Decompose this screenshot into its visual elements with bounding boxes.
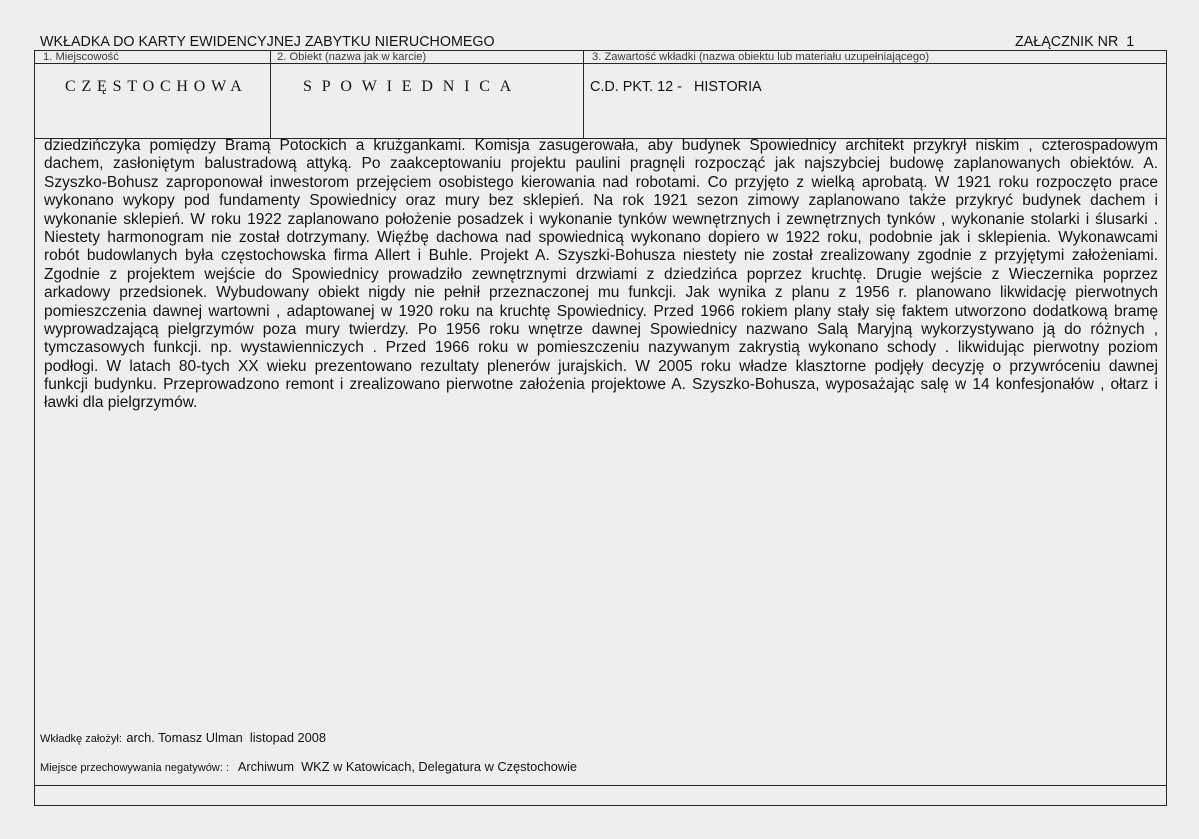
history-line: wykonano wykopy pod fundamenty Spowiednicy oraz mury bez sklepień. Na rok 1921 sezon zimowy zaplanowano także przykryć budynek dachem i (44, 192, 1158, 210)
negatives-value: Archiwum WKZ w Katowicach, Delegatura w Częstochowie (237, 759, 578, 774)
author-row (40, 730, 326, 747)
history-line: podłogi. W latach 80-tych XX wieku prezentowano rezultaty plenerów jurajskich. W 2005 roku władze klasztorne podjęły decyzję o przywróceniu dawnej (44, 357, 1158, 375)
author-value: arch. Tomasz Ulman listopad 2008 (126, 730, 327, 745)
history-line: Zgodnie z projektem wejście do Spowiednicy prowadziło zewnętrznymi drzwiami z dziedzińca poprzez kruchtę. Drugie wejście z Wieczernika poprzez (44, 265, 1158, 283)
form-title: WKŁADKA DO KARTY EWIDENCYJNEJ ZABYTKU NIERUCHOMEGO (40, 34, 495, 50)
history-line: tymczasowych funkcji. np. wystawienniczych . Przed 1966 roku w pomieszczeniu nazywanym zakrystią wykonano schody . likwidując pierwotny poziom (44, 339, 1158, 357)
history-text (44, 137, 1158, 413)
history-line: Niestety harmonogram nie został dotrzymany. Więźbę dachowa nad spowiednicą wykonano dopiero w 1922 roku, podobnie jak i sklepienia. Wykonawcami (44, 228, 1158, 246)
author-label: Wkładkę założył: (40, 733, 122, 745)
history-line: wykonanie sklepień. W roku 1922 zaplanowano położenie posadzek i wykonanie tynków wewnętrznych i zewnętrznych tynków , wykonanie stolarki i ślusarki . (44, 210, 1158, 228)
attachment-number: ZAŁĄCZNIK NR 1 (1015, 34, 1135, 50)
history-line: wyprowadzającą pielgrzymów poza mury twierdzy. Po 1956 roku wnętrze dawnej Spowiednicy nazwano Salą Maryjną wykorzystywano ją do różnych , (44, 320, 1158, 338)
locality-label: 1. Miejscowość (43, 51, 119, 63)
contents-label: 3. Zawartość wkładki (nazwa obiektu lub materiału uzupełniającego) (592, 51, 930, 63)
history-line: funkcji budynku. Przeprowadzono remont i zrealizowano pierwotne założenia projektowe A. Szyszko-Bohusza, wyposażając salę w 14 konfesjonałów , ołtarz i (44, 376, 1158, 394)
history-line: robót budowlanych była częstochowska firma Allert i Buhle. Projekt A. Szyszki-Bohusza niestety nie został zrealizowany zgodnie z przyjętymi założeniami. (44, 247, 1158, 265)
object-label: 2. Obiekt (nazwa jak w karcie) (277, 51, 427, 63)
locality-value: CZĘSTOCHOWA (65, 78, 248, 95)
history-line: arkadowy przedsionek. Wybudowany obiekt nigdy nie pełnił przeznaczonej mu funkcji. Jak wynika z planu z 1956 r. planowano likwidację pierwotnych (44, 284, 1158, 302)
contents-value: C.D. PKT. 12 - HISTORIA (590, 79, 762, 95)
footer-divider (34, 785, 1167, 786)
history-line: dziedzińczyka pomiędzy Bramą Potockich a krużgankami. Komisja zasugerowała, aby budynek Spowiednicy architekt przykrył niskim , czterospadowym (44, 137, 1158, 154)
cell-divider (583, 50, 584, 138)
history-line: ławki dla pielgrzymów. (44, 394, 198, 412)
negatives-row (40, 759, 577, 776)
negatives-label: Miejsce przechowywania negatywów: : (40, 762, 229, 774)
cell-divider (270, 50, 271, 138)
history-line: dachem, zasłoniętym balustradową attyką. Po zaakceptowaniu projektu paulini pragnęli rozpocząć jak najszybciej budowę zaplanowanych obiektów. A. (44, 155, 1158, 173)
label-row-divider (34, 63, 1167, 64)
history-line: Szyszko-Bohusz zaproponował inwestorom przejęciem osobistego kierowania nad robotami. Co przyjęto z wielką aprobatą. W 1921 roku rozpoczęto prace (44, 173, 1158, 191)
object-value: SPOWIEDNICA (303, 78, 522, 95)
history-line: pomieszczenia dawnej wartowni , adaptowanej w 1920 roku na kruchtę Spowiednicy. Przed 1966 rokiem plany stały się faktem utworzono dodatkową bramę (44, 302, 1158, 320)
